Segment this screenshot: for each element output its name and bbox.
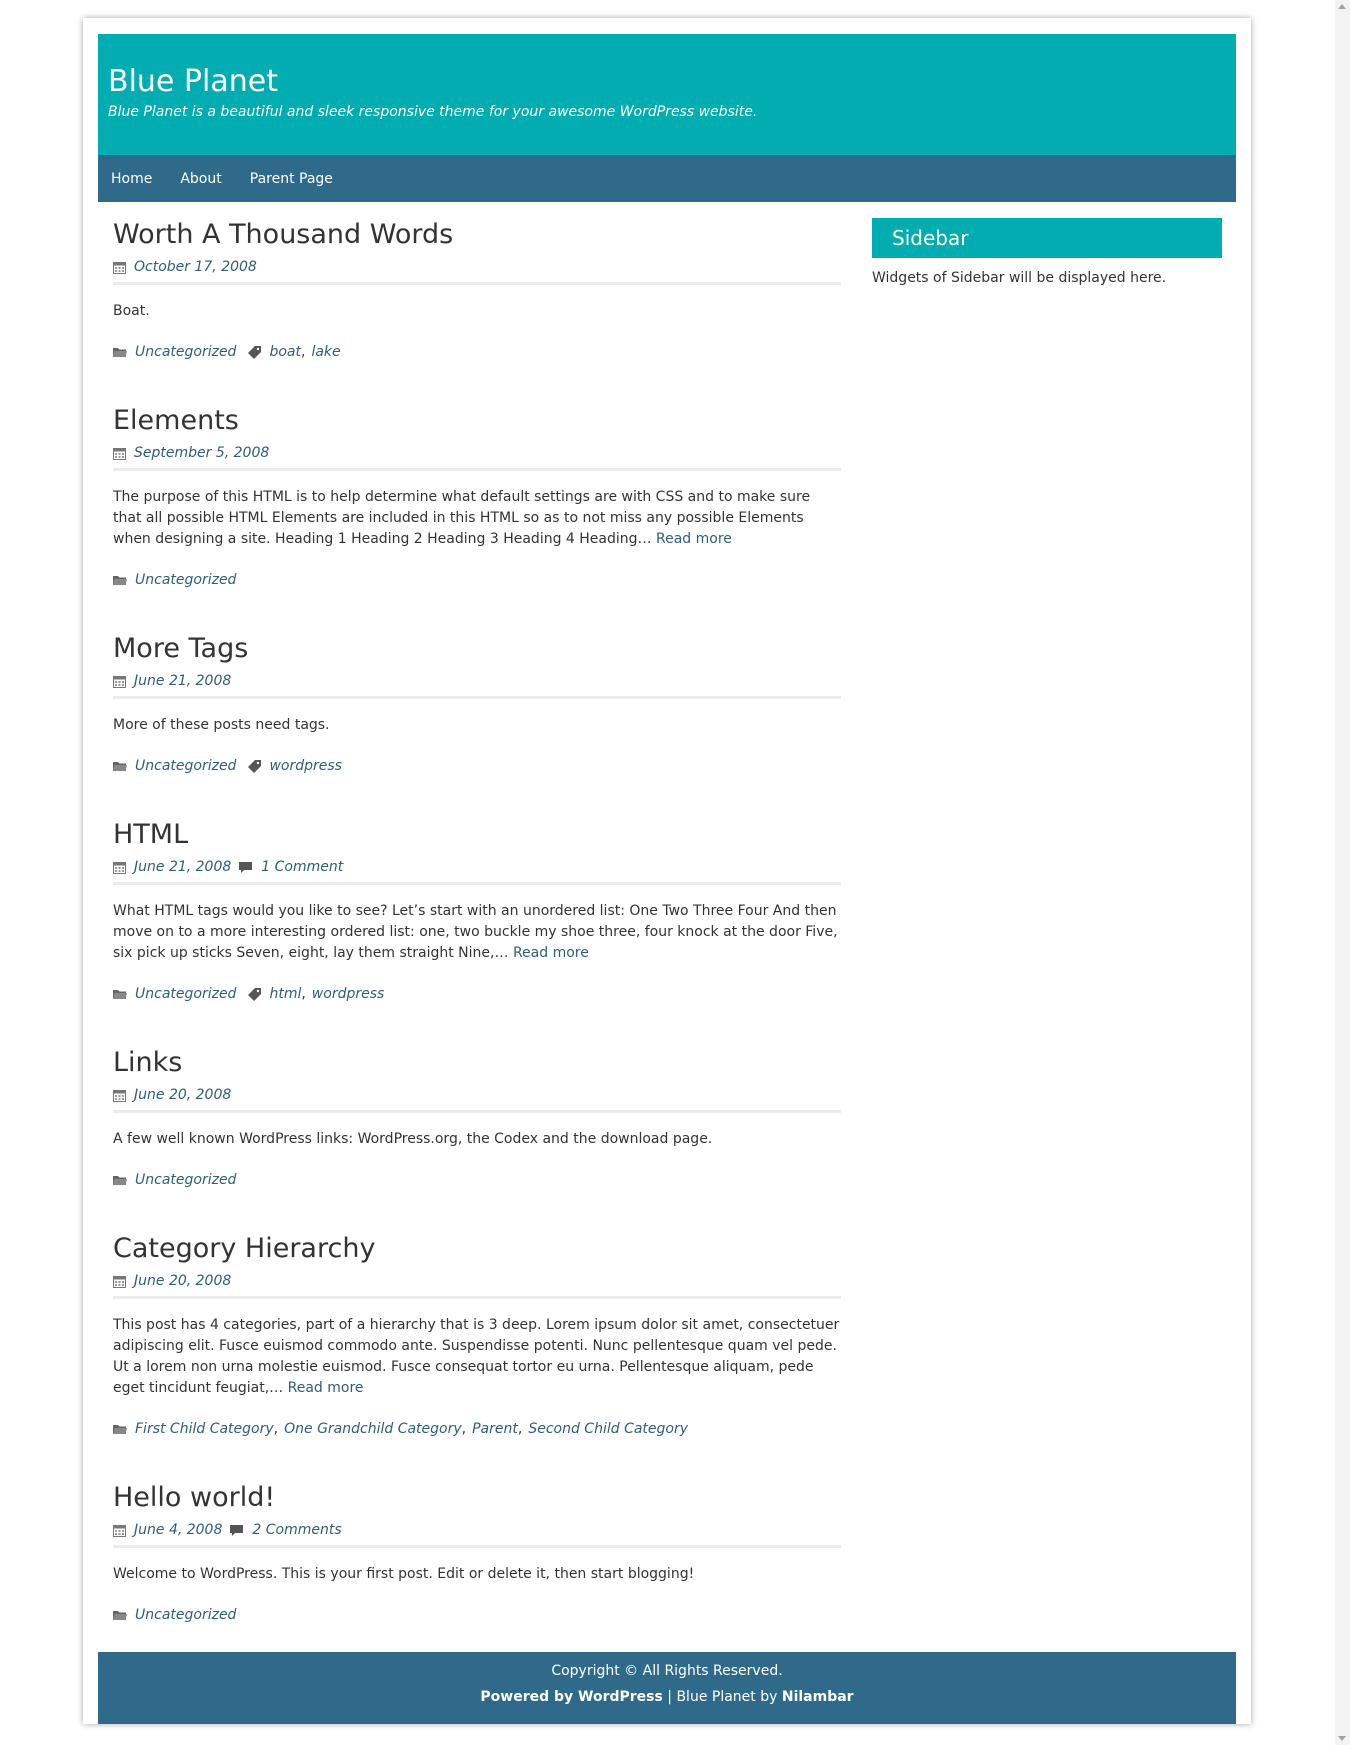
post-excerpt (113, 487, 841, 550)
post-title[interactable]: Links (113, 1047, 183, 1078)
post-title[interactable]: Category Hierarchy (113, 1233, 376, 1264)
tag-link[interactable]: wordpress (269, 758, 342, 774)
read-more-link[interactable]: Read more (512, 945, 589, 961)
category-link[interactable]: First Child Category (135, 1421, 274, 1437)
category-link[interactable]: Uncategorized (135, 1172, 237, 1188)
footer-theme-credit: Blue Planet by (676, 1689, 778, 1705)
folder-icon (113, 1610, 127, 1621)
post-excerpt (113, 1564, 841, 1585)
post-footer (113, 572, 841, 588)
page-container (83, 18, 1251, 1724)
calendar-icon (113, 1275, 126, 1288)
site-title[interactable]: Blue Planet (108, 64, 278, 99)
comment-icon (238, 861, 253, 874)
calendar-icon (113, 675, 126, 688)
post-meta (113, 1522, 841, 1548)
post-tags (248, 344, 340, 360)
post-date[interactable]: June 21, 2008 (134, 859, 232, 875)
post-date[interactable]: June 21, 2008 (134, 673, 232, 689)
site-description: Blue Planet is a beautiful and sleek responsive theme for your awesome WordPress website. (108, 104, 758, 120)
post-item (113, 1481, 841, 1623)
footer-author-link[interactable]: Nilambar (781, 1689, 854, 1705)
category-link[interactable]: Uncategorized (135, 572, 237, 588)
post-item (113, 404, 841, 588)
sidebar (872, 218, 1222, 286)
post-title[interactable]: Elements (113, 405, 239, 436)
list-separator: , (301, 986, 306, 1002)
list-separator: , (273, 1421, 279, 1437)
site-wrapper (98, 34, 1236, 1705)
post-excerpt (113, 1129, 841, 1150)
folder-icon (113, 1424, 127, 1435)
post-excerpt-text: A few well known WordPress links: WordPress.org, the Codex and the download page. (113, 1131, 713, 1147)
post-excerpt-text: This post has 4 categories, part of a hierarchy that is 3 deep. Lorem ipsum dolor sit amet, consectetuer adipiscing elit. Fusce euismod commodo ante. Suspendisse potenti. Nunc pellentesque quam vel pede. Ut a lorem non urna molestie euismod. Fusce consequat tortor eu urna. Pellentesque aliquam, pede eget tincidunt feugiat,… (113, 1317, 840, 1396)
post-excerpt (113, 1315, 841, 1399)
post-comments-link[interactable]: 1 Comment (261, 859, 344, 875)
sidebar-title: Sidebar (872, 218, 1222, 258)
post-footer (113, 1421, 841, 1437)
post-item (113, 1046, 841, 1188)
post-excerpt-text: More of these posts need tags. (113, 717, 330, 733)
post-footer (113, 1607, 841, 1623)
tag-link[interactable]: boat (269, 344, 301, 360)
post-excerpt-text: What HTML tags would you like to see? Let’s start with an unordered list: One Two Three Four And then move on to a more interesting ordered list: one, two buckle my shoe three, four knock at the door Five, six pick up sticks Seven, eight, lay them straight Nine,… (113, 903, 838, 961)
post-date[interactable]: June 20, 2008 (134, 1087, 232, 1103)
post-date[interactable]: June 20, 2008 (134, 1273, 232, 1289)
calendar-icon (113, 1524, 126, 1537)
post-meta (113, 1087, 841, 1113)
category-link[interactable]: Uncategorized (135, 344, 237, 360)
post-list (113, 218, 841, 1667)
sidebar-text: Widgets of Sidebar will be displayed here. (872, 270, 1167, 286)
post-title[interactable]: Hello world! (113, 1482, 276, 1513)
tag-icon (248, 346, 261, 359)
category-link[interactable]: Uncategorized (135, 986, 237, 1002)
list-separator: , (517, 1421, 523, 1437)
post-meta (113, 673, 841, 699)
site-header (98, 34, 1236, 155)
read-more-link[interactable]: Read more (655, 531, 732, 547)
comment-icon (229, 1524, 244, 1537)
tag-icon (248, 988, 261, 1001)
category-link[interactable]: Uncategorized (135, 758, 237, 774)
folder-icon (113, 575, 127, 586)
tag-icon (248, 760, 261, 773)
post-item (113, 1232, 841, 1437)
post-excerpt (113, 301, 841, 322)
main-navigation (98, 155, 1236, 202)
category-link[interactable]: One Grandchild Category (284, 1421, 462, 1437)
post-title[interactable]: More Tags (113, 633, 249, 664)
post-comments-link[interactable]: 2 Comments (252, 1522, 342, 1538)
post-item (113, 818, 841, 1002)
tag-link[interactable]: wordpress (311, 986, 385, 1002)
site-footer (98, 1652, 1236, 1724)
post-date[interactable]: October 17, 2008 (134, 259, 257, 275)
nav-item-parent-page[interactable]: Parent Page (249, 170, 333, 187)
post-meta (113, 1273, 841, 1299)
post-meta (113, 445, 841, 471)
calendar-icon (113, 447, 126, 460)
category-link[interactable]: Second Child Category (528, 1421, 689, 1437)
post-footer (113, 1172, 841, 1188)
post-excerpt (113, 901, 841, 964)
tag-link[interactable]: html (269, 986, 302, 1002)
scroll-up-arrow-icon[interactable] (1338, 4, 1346, 9)
post-meta (113, 259, 841, 285)
read-more-link[interactable]: Read more (287, 1380, 364, 1396)
list-separator: , (300, 344, 306, 360)
post-excerpt (113, 715, 841, 736)
folder-icon (113, 989, 127, 1000)
post-date[interactable]: September 5, 2008 (134, 445, 270, 461)
category-link[interactable]: Uncategorized (135, 1607, 237, 1623)
nav-item-home[interactable]: Home (111, 170, 153, 187)
post-meta (113, 859, 841, 885)
calendar-icon (113, 261, 126, 274)
scroll-down-arrow-icon[interactable] (1338, 1736, 1346, 1741)
post-footer (113, 344, 841, 360)
calendar-icon (113, 861, 126, 874)
post-footer (113, 758, 841, 774)
nav-item-about[interactable]: About (180, 170, 222, 187)
category-link[interactable]: Parent (472, 1421, 518, 1437)
post-excerpt-text: Welcome to WordPress. This is your first post. Edit or delete it, then start blogging! (113, 1566, 695, 1582)
post-date[interactable]: June 4, 2008 (134, 1522, 223, 1538)
footer-copyright: Copyright © All Rights Reserved. (551, 1663, 783, 1679)
post-footer (113, 986, 841, 1002)
post-tags (248, 986, 384, 1002)
post-item (113, 218, 841, 360)
folder-icon (113, 761, 127, 772)
list-separator: , (461, 1421, 467, 1437)
calendar-icon (113, 1089, 126, 1102)
post-title[interactable]: Worth A Thousand Words (113, 219, 454, 250)
footer-credits (98, 1689, 1236, 1705)
post-excerpt-text: The purpose of this HTML is to help determine what default settings are with CSS and to make sure that all possible HTML Elements are included in this HTML so as to not miss any possible Elements when designing a site. Heading 1 Heading 2 Heading 3 Heading 4 Heading… (113, 489, 811, 547)
folder-icon (113, 347, 127, 358)
footer-powered-link[interactable]: Powered by WordPress (480, 1689, 663, 1705)
post-tags (248, 758, 342, 774)
vertical-scrollbar[interactable] (1335, 0, 1350, 1745)
post-title[interactable]: HTML (113, 819, 189, 850)
post-excerpt-text: Boat. (113, 303, 150, 319)
tag-link[interactable]: lake (311, 344, 341, 360)
post-item (113, 632, 841, 774)
footer-separator: | (667, 1689, 672, 1705)
folder-icon (113, 1175, 127, 1186)
